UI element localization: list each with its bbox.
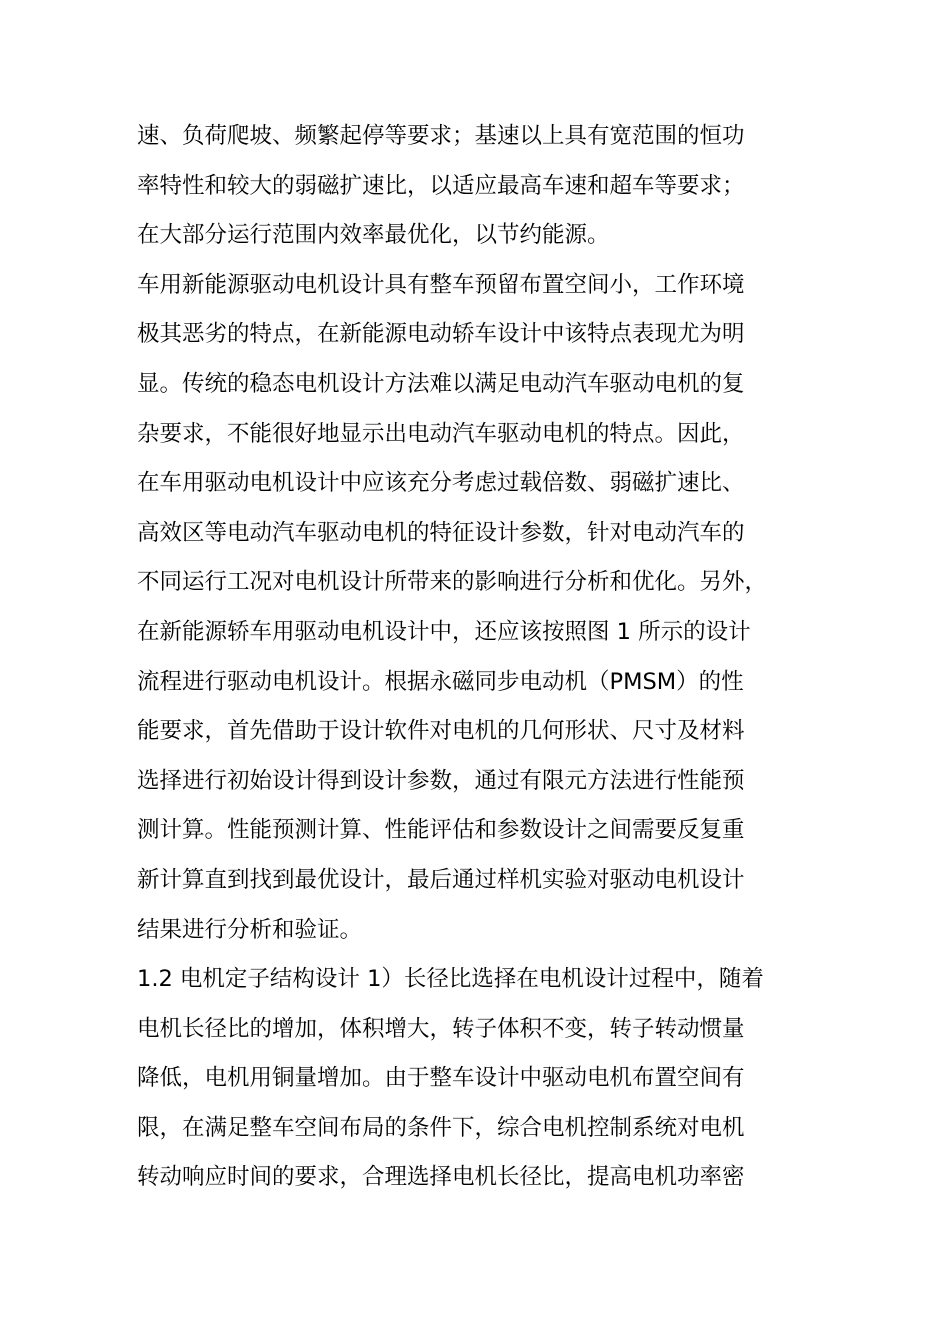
text-line: 流程进行驱动电机设计。根据永磁同步电动机（PMSM）的性 — [137, 668, 744, 695]
text-line: 结果进行分析和验证。 — [137, 916, 363, 943]
text-line: 不同运行工况对电机设计所带来的影响进行分析和优化。另外， — [137, 569, 768, 596]
text-line: 转动响应时间的要求，合理选择电机长径比，提高电机功率密 — [137, 1164, 745, 1191]
text-line: 在新能源轿车用驱动电机设计中，还应该按照图 1 所示的设计 — [137, 618, 751, 645]
text-line: 极其恶劣的特点，在新能源电动轿车设计中该特点表现尤为明 — [137, 321, 745, 348]
text-line: 新计算直到找到最优设计，最后通过样机实验对驱动电机设计 — [137, 866, 745, 893]
text-line: 在大部分运行范围内效率最优化，以节约能源。 — [137, 222, 610, 249]
text-line: 杂要求，不能很好地显示出电动汽车驱动电机的特点。因此， — [137, 420, 745, 447]
text-line: 在车用驱动电机设计中应该充分考虑过载倍数、弱磁扩速比、 — [137, 470, 745, 497]
text-line: 高效区等电动汽车驱动电机的特征设计参数，针对电动汽车的 — [137, 519, 745, 546]
section-heading-line: 1.2 电机定子结构设计 1）长径比选择在电机设计过程中，随着 — [137, 966, 764, 993]
text-line: 速、负荷爬坡、频繁起停等要求；基速以上具有宽范围的恒功 — [137, 123, 745, 149]
text-line: 能要求，首先借助于设计软件对电机的几何形状、尺寸及材料 — [137, 718, 745, 745]
text-line: 选择进行初始设计得到设计参数，通过有限元方法进行性能预 — [137, 767, 745, 794]
body-text — [137, 112, 817, 1203]
text-line: 限，在满足整车空间布局的条件下，综合电机控制系统对电机 — [137, 1114, 745, 1141]
text-line: 测计算。性能预测计算、性能评估和参数设计之间需要反复重 — [137, 817, 745, 844]
text-line: 率特性和较大的弱磁扩速比，以适应最高车速和超车等要求； — [137, 172, 745, 199]
text-line: 车用新能源驱动电机设计具有整车预留布置空间小，工作环境 — [137, 271, 745, 298]
text-line: 电机长径比的增加，体积增大，转子体积不变，转子转动惯量 — [137, 1015, 745, 1042]
text-line: 降低，电机用铜量增加。由于整车设计中驱动电机布置空间有 — [137, 1065, 745, 1092]
text-line: 显。传统的稳态电机设计方法难以满足电动汽车驱动电机的复 — [137, 370, 745, 397]
